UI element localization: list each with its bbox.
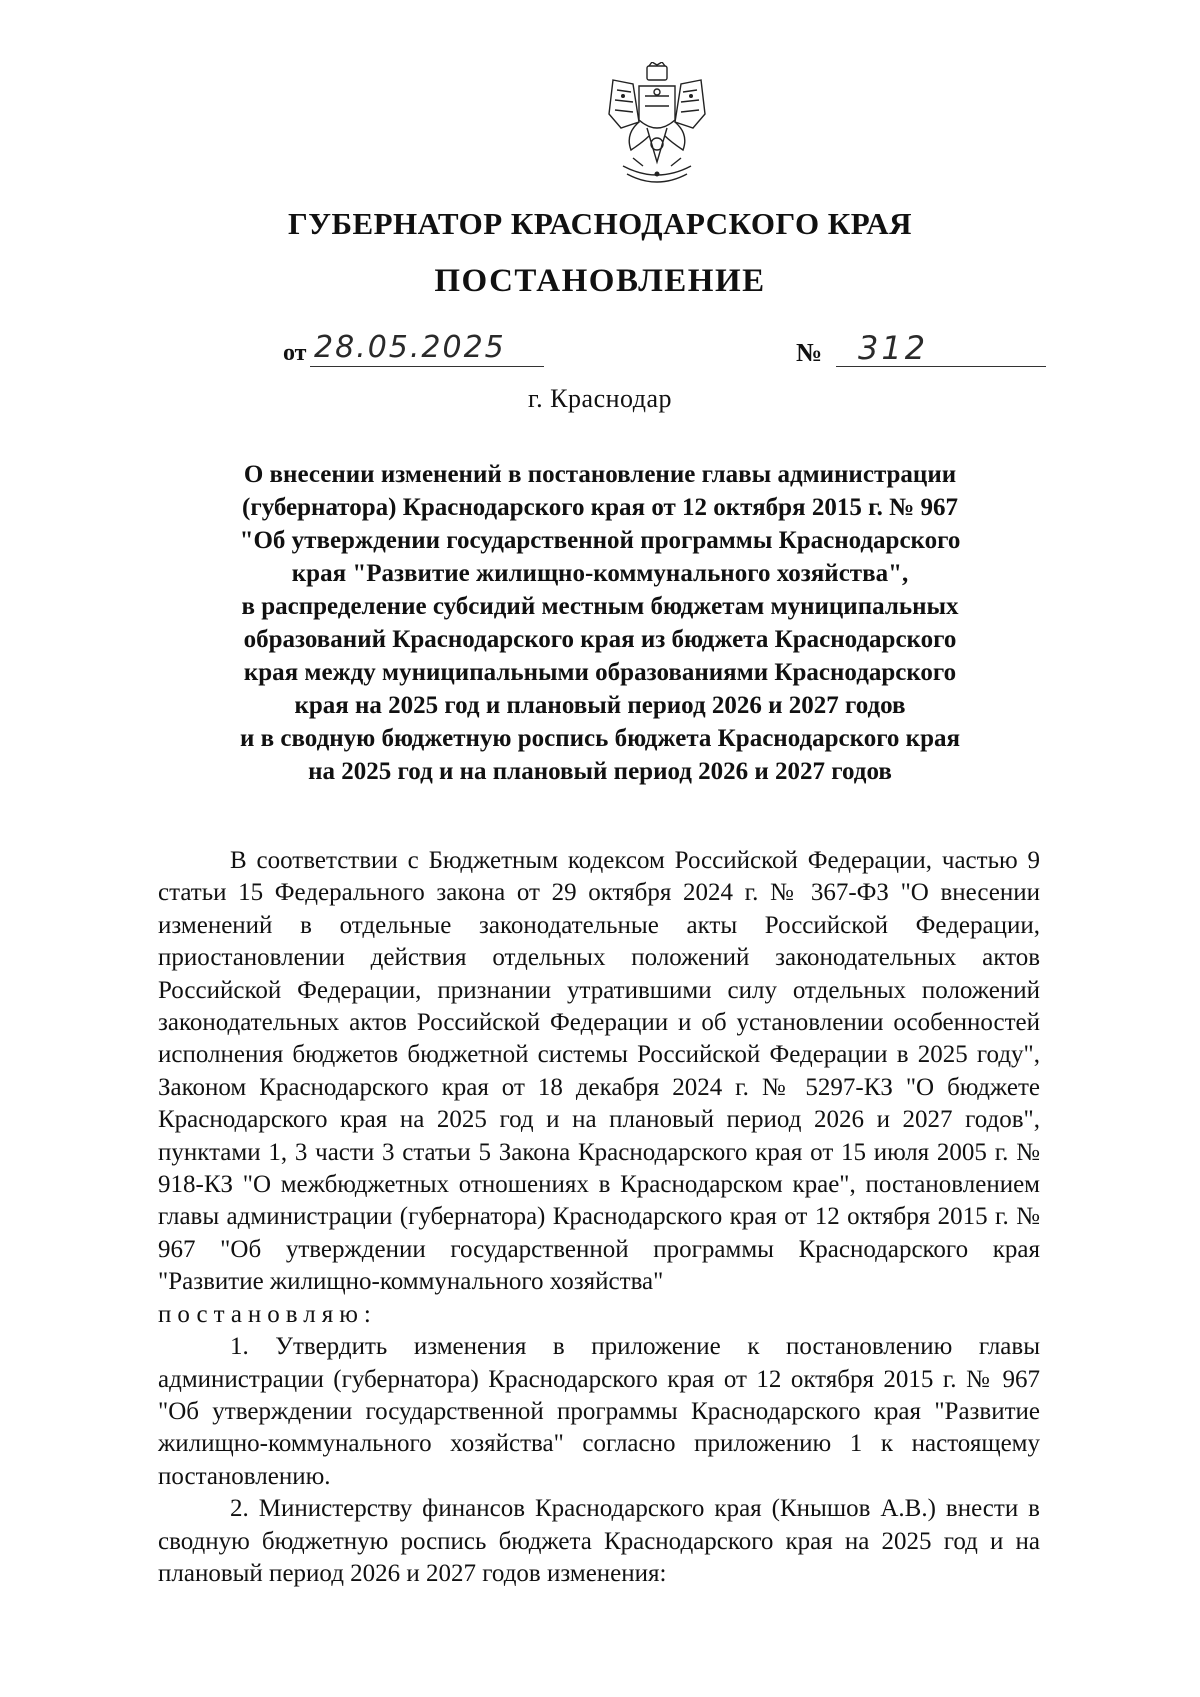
title-line: в распределение субсидий местным бюджетам муниципальных [241,593,959,620]
title-line: края между муниципальными образованиями Краснодарского [243,659,957,686]
handwritten-date: 28.05.2025 [310,330,544,367]
document-body [158,845,1040,1590]
handwritten-number: 312 [836,330,1046,367]
title-line: края "Развитие жилищно-коммунального хозяйства", [291,560,909,587]
title-line: на 2025 год и на плановый период 2026 и 2027 годов [308,758,892,785]
title-line: О внесении изменений в постановление главы администрации [243,461,957,488]
title-line: образований Краснодарского края из бюджета Краснодарского [243,626,957,653]
title-line: и в сводную бюджетную роспись бюджета Краснодарского края [239,725,961,752]
item-2-paragraph: 2. Министерству финансов Краснодарского края (Кнышов А.В.) внести в сводную бюджетную роспись бюджета Краснодарского края на 2025 год и на плановый период 2026 и 2027 годов изменения: [158,1495,1040,1587]
date-number-row [0,330,1200,376]
title-line: (губернатора) Краснодарского края от 12 октября 2015 г. № 967 [242,494,958,521]
document-type: ПОСТАНОВЛЕНИЕ [434,263,766,299]
city: г. Краснодар [527,384,673,413]
number-sign: № [796,338,823,367]
issuing-authority: ГУБЕРНАТОР КРАСНОДАРСКОГО КРАЯ [287,206,913,241]
title-line: края на 2025 год и плановый период 2026 и 2027 годов [294,692,906,719]
item-1-paragraph: 1. Утвердить изменения в приложение к постановлению главы администрации (губернатора) Краснодарского края от 12 октября 2015 г. № 967 "Об утверждении государственной программы Краснодарского края "Развитие жилищно-коммунального хозяйства" согласно приложению 1 к настоящему постановлению. [158,1333,1040,1490]
decree-word: постановляю: [158,1300,377,1328]
title-line: "Об утверждении государственной программы Краснодарского [239,527,961,554]
date-prefix: от [283,340,307,366]
document-title [200,458,1000,788]
coat-of-arms-emblem [603,62,711,192]
preamble-paragraph: В соответствии с Бюджетным кодексом Российской Федерации, частью 9 статьи 15 Федерального закона от 29 октября 2024 г. № 367-ФЗ "О внесении изменений в отдельные законодательные акты Российской Федерации, приостановлении действия отдельных положений законодательных актов Российской Федерации, признании утратившими силу отдельных положений законодательных актов Российской Федерации и об установлении особенностей исполнения бюджетов бюджетной системы Российской Федерации в 2025 году", Законом Краснодарского края от 18 декабря 2024 г. № 5297-КЗ "О бюджете Краснодарского края на 2025 год и на плановый период 2026 и 2027 годов", пунктами 1, 3 части 3 статьи 5 Закона Краснодарского края от 15 июля 2005 г. № 918-КЗ "О межбюджетных отношениях в Краснодарском крае", постановлением главы администрации (губернатора) Краснодарского края от 12 октября 2015 г. № 967 "Об утверждении государственной программы Краснодарского края "Развитие жилищно-коммунального хозяйства" [158,847,1040,1296]
